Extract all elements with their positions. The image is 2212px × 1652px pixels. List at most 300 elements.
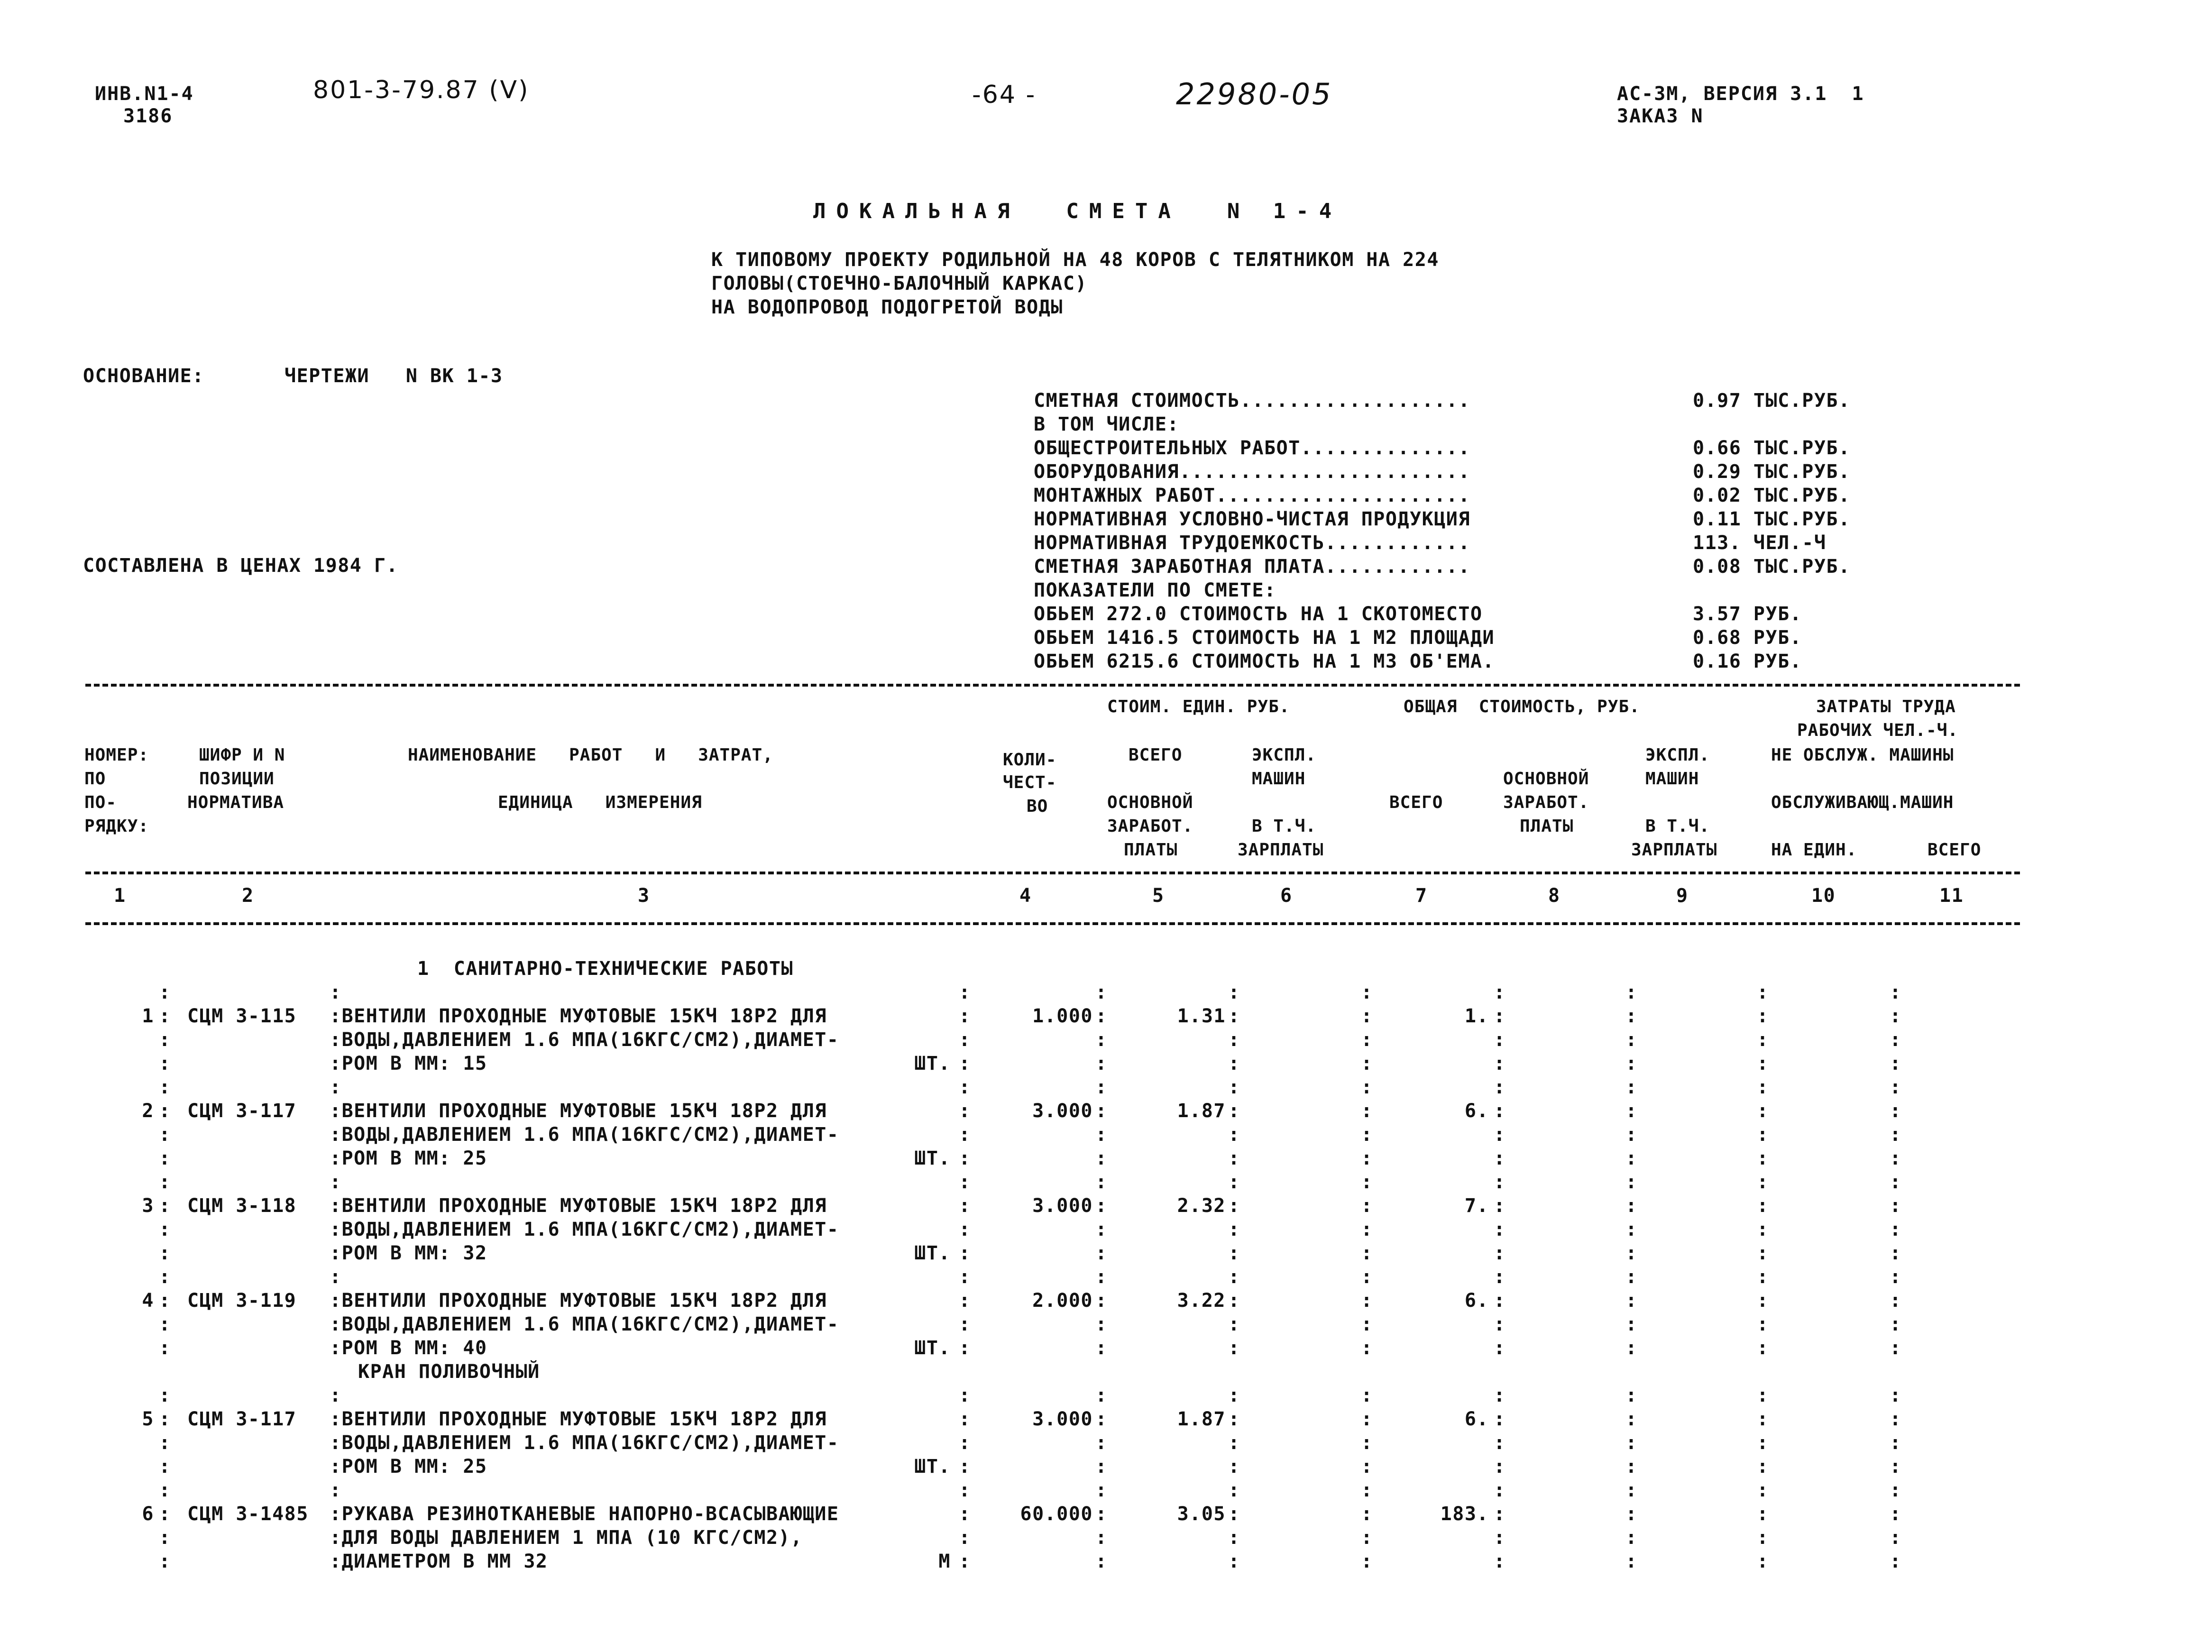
- col-header-total-mach: В Т.Ч.: [1645, 817, 1710, 836]
- order-label: ЗАКАЗ N: [1617, 105, 1704, 127]
- column-separator: :: [1095, 1527, 1108, 1549]
- col-header-labor: ЗАТРАТЫ ТРУДА: [1816, 697, 1956, 716]
- row-description: :ВОДЫ,ДАВЛЕНИЕМ 1.6 МПА(16КГС/СМ2),ДИАМЕТ-: [330, 1313, 839, 1335]
- summary-value: 0.97 ТЫС.РУБ.: [1693, 390, 1851, 412]
- row-number: 4: [142, 1290, 154, 1312]
- column-separator: :: [1757, 1029, 1769, 1051]
- row-quantity: 60.000: [1020, 1503, 1093, 1525]
- row-description: :РОМ В ММ: 40: [330, 1337, 487, 1359]
- column-separator: :: [959, 1124, 971, 1146]
- column-separator: :: [1228, 1456, 1240, 1478]
- basis-label: ОСНОВАНИЕ:: [83, 365, 204, 387]
- col-header-qty: ВО: [1027, 797, 1048, 816]
- column-separator: :: [1494, 1147, 1506, 1169]
- column-separator: :: [1361, 1408, 1373, 1430]
- column-separator: :: [1625, 982, 1638, 1003]
- column-separator: :: [1494, 1313, 1506, 1335]
- column-separator: :: [1095, 1551, 1108, 1572]
- row-unit: ШТ.: [914, 1147, 951, 1169]
- column-separator: :: [1757, 1456, 1769, 1478]
- row-norm-code: СЦМ 3-115: [187, 1005, 297, 1027]
- column-number: 1: [114, 885, 126, 907]
- column-separator: :: [1757, 1527, 1769, 1549]
- summary-value: 0.29 ТЫС.РУБ.: [1693, 461, 1851, 483]
- row-unit: М: [938, 1551, 951, 1572]
- row-unit-price: 1.87: [1177, 1100, 1226, 1122]
- column-separator: :: [1890, 1242, 1902, 1264]
- column-separator: :: [959, 1385, 971, 1406]
- column-separator: :: [1494, 1029, 1506, 1051]
- row-unit-price: 1.87: [1177, 1408, 1226, 1430]
- column-separator: :: [959, 1527, 971, 1549]
- summary-row: [1034, 532, 2006, 556]
- column-separator: :: [159, 1242, 171, 1264]
- col-header-num: РЯДКУ:: [84, 817, 149, 836]
- column-separator: :: [159, 1053, 171, 1074]
- column-separator: :: [1494, 1290, 1506, 1312]
- column-separator: :: [1890, 1053, 1902, 1074]
- column-separator: :: [1494, 1479, 1506, 1501]
- col-header-total-main: ПЛАТЫ: [1520, 817, 1574, 836]
- row-note: КРАН ПОЛИВОЧНЫЙ: [358, 1361, 540, 1383]
- column-separator: :: [959, 1551, 971, 1572]
- column-separator: :: [959, 1479, 971, 1501]
- col-header-labor: РАБОЧИХ ЧЕЛ.-Ч.: [1797, 721, 1959, 740]
- row-description: :РОМ В ММ: 25: [330, 1456, 487, 1478]
- column-separator: :: [1095, 1385, 1108, 1406]
- column-separator: :: [1890, 982, 1902, 1003]
- column-separator: :: [959, 1408, 971, 1430]
- column-separator: :: [959, 1219, 971, 1240]
- column-separator: :: [1757, 1266, 1769, 1288]
- row-unit-price: 3.05: [1177, 1503, 1226, 1525]
- inventory-label: ИНВ.N1-4: [95, 83, 194, 105]
- column-separator: :: [1095, 1100, 1108, 1122]
- summary-label: НОРМАТИВНАЯ УСЛОВНО-ЧИСТАЯ ПРОДУКЦИЯ: [1034, 508, 1470, 530]
- summary-value: 0.08 ТЫС.РУБ.: [1693, 556, 1851, 578]
- row-quantity: 3.000: [1032, 1408, 1093, 1430]
- column-separator: :: [1890, 1456, 1902, 1478]
- col-header-total-main: ОСНОВНОЙ: [1503, 769, 1589, 789]
- column-separator: :: [330, 1266, 342, 1288]
- col-header-labor: НЕ ОБСЛУЖ. МАШИНЫ: [1771, 745, 1954, 765]
- column-separator: :: [959, 1503, 971, 1525]
- column-number: 4: [1019, 885, 1032, 907]
- column-separator: :: [1757, 1124, 1769, 1146]
- column-separator: :: [1625, 1147, 1638, 1169]
- column-separator: :: [1095, 1432, 1108, 1454]
- summary-row: [1034, 627, 2006, 651]
- column-separator: :: [1757, 1053, 1769, 1074]
- column-separator: :: [159, 1479, 171, 1501]
- row-total-cost: 1.: [1464, 1005, 1489, 1027]
- column-separator: :: [959, 1266, 971, 1288]
- col-header-total-main: ЗАРАБОТ.: [1503, 793, 1589, 812]
- col-header-num: НОМЕР:: [84, 745, 149, 765]
- column-separator: :: [1890, 1266, 1902, 1288]
- summary-label: ОБЩЕСТРОИТЕЛЬНЫХ РАБОТ..............: [1034, 437, 1470, 459]
- column-separator: :: [1095, 1171, 1108, 1193]
- column-separator: :: [1890, 1408, 1902, 1430]
- column-separator: :: [1625, 1076, 1638, 1098]
- column-separator: :: [1757, 1551, 1769, 1572]
- column-separator: :: [1361, 1195, 1373, 1217]
- column-separator: :: [330, 1076, 342, 1098]
- column-separator: :: [1625, 1100, 1638, 1122]
- column-separator: :: [1361, 1053, 1373, 1074]
- column-separator: :: [1494, 1100, 1506, 1122]
- col-header-code: ПОЗИЦИИ: [199, 769, 275, 789]
- summary-label: В ТОМ ЧИСЛЕ:: [1034, 413, 1179, 435]
- column-separator: :: [1361, 1266, 1373, 1288]
- row-description: :ВОДЫ,ДАВЛЕНИЕМ 1.6 МПА(16КГС/СМ2),ДИАМЕТ-: [330, 1432, 839, 1454]
- column-separator: :: [159, 1337, 171, 1359]
- column-separator: :: [1228, 1053, 1240, 1074]
- table-top-rule: [85, 684, 2020, 687]
- column-separator: :: [1095, 1313, 1108, 1335]
- column-separator: :: [1890, 1527, 1902, 1549]
- column-separator: :: [1494, 1551, 1506, 1572]
- column-separator: :: [1494, 1337, 1506, 1359]
- header-bottom-rule: [85, 922, 2020, 925]
- column-separator: :: [159, 1408, 171, 1430]
- row-description: :РОМ В ММ: 25: [330, 1147, 487, 1169]
- column-separator: :: [1890, 1337, 1902, 1359]
- column-separator: :: [1228, 1290, 1240, 1312]
- column-separator: :: [1494, 1266, 1506, 1288]
- column-separator: :: [1625, 1219, 1638, 1240]
- column-separator: :: [159, 1290, 171, 1312]
- summary-label: СМЕТНАЯ СТОИМОСТЬ...................: [1034, 390, 1470, 412]
- column-separator: :: [1757, 1242, 1769, 1264]
- title-line-3: НА ВОДОПРОВОД ПОДОГРЕТОЙ ВОДЫ: [711, 296, 1063, 318]
- column-separator: :: [1890, 1171, 1902, 1193]
- column-separator: :: [1890, 1479, 1902, 1501]
- column-separator: :: [959, 1337, 971, 1359]
- row-number: 2: [142, 1100, 154, 1122]
- row-total-cost: 6.: [1464, 1290, 1489, 1312]
- column-separator: :: [1890, 1076, 1902, 1098]
- column-separator: :: [159, 1527, 171, 1549]
- row-number: 6: [142, 1503, 154, 1525]
- row-unit-price: 1.31: [1177, 1005, 1226, 1027]
- row-number: 5: [142, 1408, 154, 1430]
- row-norm-code: СЦМ 3-117: [187, 1408, 297, 1430]
- handwritten-code: 22980-05: [1176, 77, 1333, 111]
- row-norm-code: СЦМ 3-117: [187, 1100, 297, 1122]
- column-separator: :: [1625, 1005, 1638, 1027]
- row-description: :РУКАВА РЕЗИНОТКАНЕВЫЕ НАПОРНО-ВСАСЫВАЮЩИЕ: [330, 1503, 839, 1525]
- column-number: 11: [1939, 885, 1964, 907]
- column-separator: :: [1890, 1432, 1902, 1454]
- column-separator: :: [159, 1266, 171, 1288]
- column-separator: :: [1095, 1337, 1108, 1359]
- section-title: 1 САНИТАРНО-ТЕХНИЧЕСКИЕ РАБОТЫ: [417, 958, 794, 980]
- column-separator: :: [330, 1479, 342, 1501]
- column-separator: :: [1625, 1029, 1638, 1051]
- row-total-cost: 7.: [1464, 1195, 1489, 1217]
- column-separator: :: [1228, 1432, 1240, 1454]
- col-header-unit-total: ВСЕГО: [1129, 745, 1183, 765]
- column-separator: :: [1757, 1337, 1769, 1359]
- col-header-unit-cost: СТОИМ. ЕДИН. РУБ.: [1107, 697, 1290, 716]
- row-description: :РОМ В ММ: 15: [330, 1053, 487, 1074]
- column-separator: :: [1757, 1385, 1769, 1406]
- row-description: :ВОДЫ,ДАВЛЕНИЕМ 1.6 МПА(16КГС/СМ2),ДИАМЕТ-: [330, 1029, 839, 1051]
- column-separator: :: [1890, 1385, 1902, 1406]
- column-separator: :: [1625, 1195, 1638, 1217]
- column-separator: :: [1361, 1290, 1373, 1312]
- column-separator: :: [1095, 1456, 1108, 1478]
- col-header-total-mach: МАШИН: [1645, 769, 1699, 789]
- column-separator: :: [159, 1124, 171, 1146]
- column-separator: :: [1890, 1195, 1902, 1217]
- row-unit: ШТ.: [914, 1053, 951, 1074]
- column-separator: :: [959, 1029, 971, 1051]
- inventory-number: 3186: [123, 105, 173, 127]
- col-header-total-cost: ОБЩАЯ СТОИМОСТЬ, РУБ.: [1404, 697, 1640, 716]
- row-unit-price: 3.22: [1177, 1290, 1226, 1312]
- column-separator: :: [1095, 1503, 1108, 1525]
- column-separator: :: [1361, 1076, 1373, 1098]
- column-separator: :: [1625, 1053, 1638, 1074]
- summary-row: [1034, 579, 2006, 603]
- column-number: 7: [1415, 885, 1428, 907]
- column-separator: :: [1095, 1147, 1108, 1169]
- row-description: :ВОДЫ,ДАВЛЕНИЕМ 1.6 МПА(16КГС/СМ2),ДИАМЕТ-: [330, 1124, 839, 1146]
- row-description: :ВЕНТИЛИ ПРОХОДНЫЕ МУФТОВЫЕ 15КЧ 18Р2 ДЛЯ: [330, 1005, 827, 1027]
- summary-label: ОБЬЕМ 272.0 СТОИМОСТЬ НА 1 СКОТОМЕСТО: [1034, 603, 1483, 625]
- summary-row: [1034, 603, 2006, 627]
- summary-label: ОБЬЕМ 6215.6 СТОИМОСТЬ НА 1 М3 ОБ'ЕМА.: [1034, 651, 1495, 672]
- col-header-unit-main: ОСНОВНОЙ: [1107, 793, 1193, 812]
- column-separator: :: [959, 1195, 971, 1217]
- column-separator: :: [330, 1385, 342, 1406]
- column-separator: :: [1890, 1219, 1902, 1240]
- column-separator: :: [959, 1100, 971, 1122]
- summary-row: [1034, 461, 2006, 485]
- column-separator: :: [159, 1432, 171, 1454]
- column-separator: :: [1095, 1076, 1108, 1098]
- col-header-qty: КОЛИ-: [1003, 750, 1057, 770]
- summary-row: [1034, 651, 2006, 674]
- column-number: 6: [1280, 885, 1293, 907]
- col-header-total-mach: ЗАРПЛАТЫ: [1631, 840, 1717, 860]
- row-total-cost: 6.: [1464, 1408, 1489, 1430]
- column-separator: :: [959, 1290, 971, 1312]
- column-separator: :: [159, 1503, 171, 1525]
- column-separator: :: [1228, 1242, 1240, 1264]
- prices-year: СОСТАВЛЕНА В ЦЕНАХ 1984 Г.: [83, 555, 399, 577]
- row-unit: ШТ.: [914, 1242, 951, 1264]
- col-header-name: ЕДИНИЦА ИЗМЕРЕНИЯ: [498, 793, 702, 812]
- column-separator: :: [159, 1456, 171, 1478]
- column-separator: :: [1361, 1124, 1373, 1146]
- column-number: 9: [1676, 885, 1689, 907]
- column-separator: :: [1757, 1219, 1769, 1240]
- column-separator: :: [1890, 1147, 1902, 1169]
- column-separator: :: [1625, 1266, 1638, 1288]
- column-separator: :: [959, 1432, 971, 1454]
- column-separator: :: [1095, 1408, 1108, 1430]
- column-number: 10: [1811, 885, 1836, 907]
- column-separator: :: [959, 1171, 971, 1193]
- row-unit-price: 2.32: [1177, 1195, 1226, 1217]
- col-header-labor: ОБСЛУЖИВАЮЩ.МАШИН: [1771, 793, 1954, 812]
- column-separator: :: [1494, 1124, 1506, 1146]
- summary-value: 113. ЧЕЛ.-Ч: [1693, 532, 1827, 554]
- column-separator: :: [1494, 1171, 1506, 1193]
- column-separator: :: [1494, 1076, 1506, 1098]
- column-separator: :: [1228, 1266, 1240, 1288]
- column-separator: :: [1228, 1337, 1240, 1359]
- column-separator: :: [1890, 1313, 1902, 1335]
- row-quantity: 1.000: [1032, 1005, 1093, 1027]
- column-separator: :: [1494, 1195, 1506, 1217]
- row-number: 1: [142, 1005, 154, 1027]
- column-separator: :: [1625, 1503, 1638, 1525]
- column-separator: :: [1095, 1005, 1108, 1027]
- column-separator: :: [1228, 1195, 1240, 1217]
- column-separator: :: [959, 1076, 971, 1098]
- document-code: 801-3-79.87 (V): [313, 76, 530, 104]
- col-header-unit-mach: ЗАРПЛАТЫ: [1238, 840, 1324, 860]
- column-separator: :: [1625, 1456, 1638, 1478]
- column-separator: :: [1757, 1479, 1769, 1501]
- column-separator: :: [1228, 1029, 1240, 1051]
- column-separator: :: [1494, 1408, 1506, 1430]
- column-number: 3: [638, 885, 650, 907]
- column-separator: :: [1361, 1313, 1373, 1335]
- column-separator: :: [1228, 1147, 1240, 1169]
- column-separator: :: [959, 1005, 971, 1027]
- column-separator: :: [1095, 1266, 1108, 1288]
- column-separator: :: [1625, 1432, 1638, 1454]
- column-separator: :: [1494, 1219, 1506, 1240]
- column-separator: :: [1625, 1290, 1638, 1312]
- column-separator: :: [1095, 1479, 1108, 1501]
- column-separator: :: [1757, 1005, 1769, 1027]
- column-separator: :: [1095, 1242, 1108, 1264]
- column-separator: :: [1890, 1290, 1902, 1312]
- row-description: :ВЕНТИЛИ ПРОХОДНЫЕ МУФТОВЫЕ 15КЧ 18Р2 ДЛЯ: [330, 1290, 827, 1312]
- column-separator: :: [330, 982, 342, 1003]
- col-header-total-all: ВСЕГО: [1389, 793, 1443, 812]
- col-header-total-mach: ЭКСПЛ.: [1645, 745, 1710, 765]
- column-separator: :: [1890, 1503, 1902, 1525]
- column-separator: :: [1757, 1432, 1769, 1454]
- row-quantity: 3.000: [1032, 1100, 1093, 1122]
- column-separator: :: [1361, 1503, 1373, 1525]
- column-separator: :: [1757, 1313, 1769, 1335]
- page-title: ЛОКАЛЬНАЯ СМЕТА N 1-4: [813, 199, 1342, 223]
- column-separator: :: [1625, 1242, 1638, 1264]
- column-separator: :: [959, 1053, 971, 1074]
- column-separator: :: [1890, 1029, 1902, 1051]
- col-header-qty: ЧЕСТ-: [1003, 773, 1057, 792]
- page-number: -64 -: [972, 81, 1037, 109]
- column-separator: :: [1625, 1337, 1638, 1359]
- column-separator: :: [159, 1029, 171, 1051]
- column-separator: :: [1757, 1171, 1769, 1193]
- column-separator: :: [1494, 982, 1506, 1003]
- column-separator: :: [1494, 1242, 1506, 1264]
- col-header-unit-mach: МАШИН: [1252, 769, 1306, 789]
- summary-value: 0.66 ТЫС.РУБ.: [1693, 437, 1851, 459]
- column-separator: :: [1757, 982, 1769, 1003]
- column-separator: :: [1625, 1479, 1638, 1501]
- title-line-1: К ТИПОВОМУ ПРОЕКТУ РОДИЛЬНОЙ НА 48 КОРОВ С ТЕЛЯТНИКОМ НА 224: [711, 249, 1439, 271]
- summary-label: МОНТАЖНЫХ РАБОТ.....................: [1034, 485, 1470, 506]
- row-quantity: 3.000: [1032, 1195, 1093, 1217]
- column-separator: :: [1890, 1124, 1902, 1146]
- column-separator: :: [959, 1456, 971, 1478]
- column-separator: :: [159, 1551, 171, 1572]
- row-description: :ДИАМЕТРОМ В ММ 32: [330, 1551, 548, 1572]
- column-number: 8: [1548, 885, 1560, 907]
- column-separator: :: [1757, 1503, 1769, 1525]
- column-separator: :: [1361, 982, 1373, 1003]
- column-number: 2: [242, 885, 254, 907]
- summary-label: ОБЬЕМ 1416.5 СТОИМОСТЬ НА 1 М2 ПЛОЩАДИ: [1034, 627, 1495, 649]
- row-description: :ДЛЯ ВОДЫ ДАВЛЕНИЕМ 1 МПА (10 КГС/СМ2),: [330, 1527, 803, 1549]
- column-separator: :: [1228, 1124, 1240, 1146]
- column-separator: :: [159, 1171, 171, 1193]
- summary-value: 0.16 РУБ.: [1693, 651, 1802, 672]
- row-number: 3: [142, 1195, 154, 1217]
- column-separator: :: [1095, 1124, 1108, 1146]
- row-description: :ВОДЫ,ДАВЛЕНИЕМ 1.6 МПА(16КГС/СМ2),ДИАМЕТ-: [330, 1219, 839, 1240]
- column-separator: :: [1361, 1456, 1373, 1478]
- column-separator: :: [1757, 1408, 1769, 1430]
- column-separator: :: [1890, 1551, 1902, 1572]
- column-separator: :: [959, 1242, 971, 1264]
- column-separator: :: [1361, 1005, 1373, 1027]
- column-separator: :: [959, 982, 971, 1003]
- summary-label: ПОКАЗАТЕЛИ ПО СМЕТЕ:: [1034, 579, 1276, 601]
- column-separator: :: [1228, 1503, 1240, 1525]
- summary-value: 0.02 ТЫС.РУБ.: [1693, 485, 1851, 506]
- summary-row: [1034, 556, 2006, 579]
- column-separator: :: [1228, 1551, 1240, 1572]
- column-separator: :: [1757, 1100, 1769, 1122]
- row-norm-code: СЦМ 3-1485: [187, 1503, 309, 1525]
- column-separator: :: [1625, 1313, 1638, 1335]
- row-description: :ВЕНТИЛИ ПРОХОДНЫЕ МУФТОВЫЕ 15КЧ 18Р2 ДЛЯ: [330, 1195, 827, 1217]
- column-separator: :: [1625, 1408, 1638, 1430]
- column-separator: :: [1494, 1527, 1506, 1549]
- column-separator: :: [1494, 1053, 1506, 1074]
- column-separator: :: [1095, 982, 1108, 1003]
- column-separator: :: [1494, 1005, 1506, 1027]
- column-separator: :: [159, 1100, 171, 1122]
- column-separator: :: [1494, 1456, 1506, 1478]
- column-separator: :: [159, 1313, 171, 1335]
- column-separator: :: [159, 982, 171, 1003]
- column-separator: :: [1757, 1290, 1769, 1312]
- column-separator: :: [1228, 982, 1240, 1003]
- column-separator: :: [1757, 1076, 1769, 1098]
- summary-row: [1034, 437, 2006, 461]
- basis-value: ЧЕРТЕЖИ N ВК 1-3: [285, 365, 503, 387]
- column-separator: :: [1625, 1551, 1638, 1572]
- column-separator: :: [159, 1005, 171, 1027]
- column-separator: :: [159, 1219, 171, 1240]
- row-total-cost: 6.: [1464, 1100, 1489, 1122]
- column-separator: :: [1757, 1195, 1769, 1217]
- row-unit: ШТ.: [914, 1337, 951, 1359]
- column-separator: :: [330, 1171, 342, 1193]
